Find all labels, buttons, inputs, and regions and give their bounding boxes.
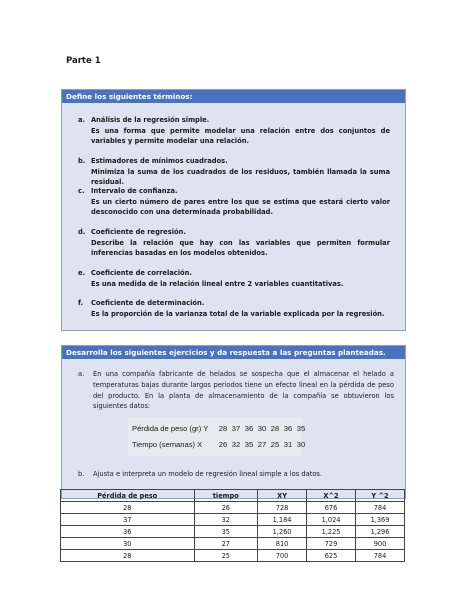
table-cell: 900	[356, 538, 405, 550]
column-header: XY	[258, 490, 307, 502]
item-letter: b.	[78, 470, 85, 478]
data-cell: 26	[218, 440, 228, 449]
definition-item	[78, 156, 390, 188]
data-table	[128, 418, 306, 456]
data-cell: 28	[218, 424, 228, 433]
data-cell: 32	[231, 440, 241, 449]
definitions-header: Define los siguientes términos:	[62, 90, 405, 103]
table-row	[61, 502, 405, 514]
exercise-text: En una compañía fabricante de helados se sospecha que el almacenar el helado a temperaturas bajas durante largos periodos tiene un efecto lineal en la pérdida de peso del producto. En la planta de almacenamiento de la compañía se obtuvieron los siguientes datos:	[93, 370, 394, 411]
table-cell: 1,369	[356, 514, 405, 526]
definition-term: Estimadores de mínimos cuadrados.	[91, 157, 228, 165]
item-letter: a.	[78, 116, 86, 124]
data-row-label: Tiempo (semanas) X	[132, 440, 203, 449]
item-letter: c.	[78, 187, 85, 195]
data-cell: 28	[270, 424, 280, 433]
definition-term: Coeficiente de correlación.	[91, 269, 192, 277]
table-cell: 728	[258, 502, 307, 514]
table-cell: 784	[356, 550, 405, 562]
data-cell: 36	[244, 424, 254, 433]
data-cell: 35	[244, 440, 254, 449]
table-cell: 28	[61, 550, 195, 562]
data-row-label: Pérdida de peso (gr) Y	[132, 424, 209, 433]
table-row	[61, 538, 405, 550]
table-cell: 35	[194, 526, 258, 538]
table-cell: 36	[61, 526, 195, 538]
definition-text: Es la proporción de la varianza total de la variable explicada por la regresión.	[91, 309, 385, 318]
table-cell: 700	[258, 550, 307, 562]
table-cell: 625	[307, 550, 356, 562]
exercises-box	[61, 345, 406, 499]
definition-text: Minimiza la suma de los cuadrados de los residuos, también llamada la suma residual.	[91, 167, 390, 186]
table-cell: 25	[194, 550, 258, 562]
page-title: Parte 1	[66, 56, 101, 66]
data-cell: 30	[257, 424, 267, 433]
table-row	[61, 526, 405, 538]
table-cell: 37	[61, 514, 195, 526]
table-cell: 810	[258, 538, 307, 550]
definition-term: Coeficiente de regresión.	[91, 228, 186, 236]
definition-item	[78, 115, 390, 147]
exercises-header: Desarrolla los siguientes ejercicios y da respuesta a las preguntas planteadas.	[62, 346, 405, 359]
definition-item	[78, 186, 390, 218]
definition-term: Coeficiente de determinación.	[91, 299, 205, 307]
data-cell: 35	[296, 424, 306, 433]
table-cell: 1,296	[356, 526, 405, 538]
definition-text: Es una medida de la relación lineal entre 2 variables cuantitativas.	[91, 279, 344, 288]
item-letter: e.	[78, 269, 86, 277]
table-cell: 1,024	[307, 514, 356, 526]
definition-term: Análisis de la regresión simple.	[91, 116, 210, 124]
definition-item	[78, 298, 390, 319]
definition-term: Intervalo de confianza.	[91, 187, 178, 195]
column-header: Pérdida de peso	[61, 490, 195, 502]
data-cell: 37	[231, 424, 241, 433]
table-cell: 26	[194, 502, 258, 514]
column-header: Y ^2	[356, 490, 405, 502]
table-cell: 28	[61, 502, 195, 514]
results-table	[60, 489, 405, 562]
item-letter: b.	[78, 157, 86, 165]
table-cell: 27	[194, 538, 258, 550]
table-cell: 729	[307, 538, 356, 550]
data-cell: 36	[283, 424, 293, 433]
data-cell: 30	[296, 440, 306, 449]
item-letter: a.	[78, 370, 85, 378]
item-letter: f.	[78, 299, 84, 307]
table-cell: 1,225	[307, 526, 356, 538]
table-row	[61, 550, 405, 562]
definition-text: Describe la relación que hay con las variables que permiten formular inferencias basadas en los modelos obtenidos.	[91, 238, 390, 257]
table-cell: 30	[61, 538, 195, 550]
data-cell: 31	[283, 440, 293, 449]
table-cell: 1,260	[258, 526, 307, 538]
table-cell: 784	[356, 502, 405, 514]
definition-text: Es un cierto número de pares entre los que se estima que estará cierto valor desconocido con una determinada probabilidad.	[91, 197, 390, 216]
item-letter: d.	[78, 228, 86, 236]
table-cell: 32	[194, 514, 258, 526]
definition-item	[78, 227, 390, 259]
data-cell: 27	[257, 440, 267, 449]
column-header: tiempo	[194, 490, 258, 502]
definitions-box	[61, 89, 406, 331]
column-header: X^2	[307, 490, 356, 502]
table-cell: 676	[307, 502, 356, 514]
definition-text: Es una forma que permite modelar una relación entre dos conjuntos de variables y permite modelar una relación.	[91, 126, 390, 145]
table-header-row	[61, 490, 405, 502]
exercise-item-a	[78, 369, 394, 412]
definition-item	[78, 268, 390, 289]
exercise-item-b	[78, 469, 394, 480]
table-cell: 1,184	[258, 514, 307, 526]
data-cell: 25	[270, 440, 280, 449]
table-row	[61, 514, 405, 526]
exercise-text: Ajusta e interpreta un modelo de regresión lineal simple a los datos.	[93, 470, 323, 478]
